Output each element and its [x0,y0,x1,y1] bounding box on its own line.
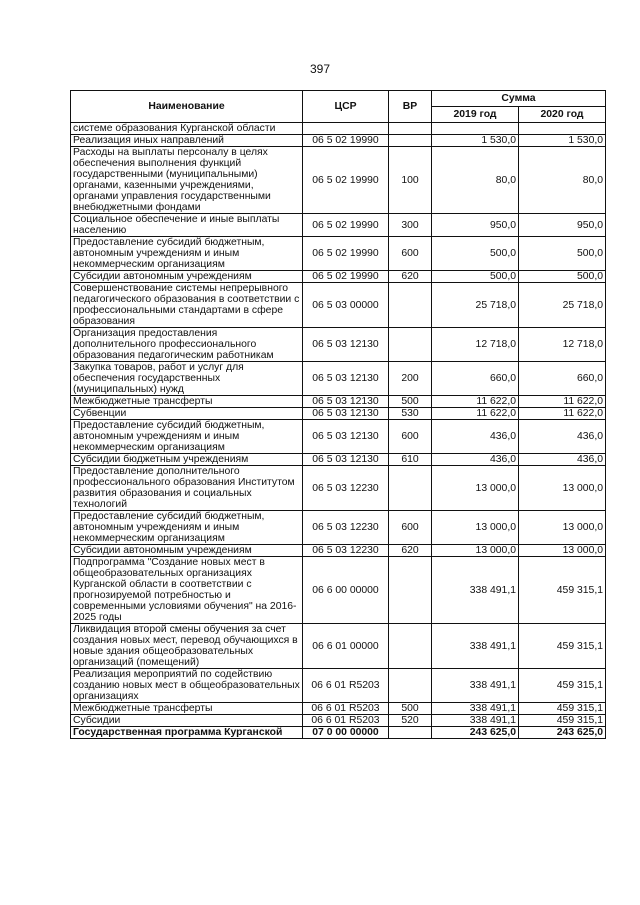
row-name: Подпрограмма "Создание новых мест в общеобразовательных организациях Курганской области в соответствии с прогнозируемой потребностью и современными условиями обучения" на 2016-2025 годы [71,557,303,624]
row-name: Субсидии автономным учреждениям [71,271,303,283]
row-vr-code: 620 [389,271,432,283]
header-vr: ВР [389,91,432,123]
row-amount-2019: 338 491,1 [432,669,519,703]
row-name: Реализация мероприятий по содействию созданию новых мест в общеобразовательных организациях [71,669,303,703]
row-amount-2019: 338 491,1 [432,624,519,669]
table-body [71,123,606,739]
row-amount-2020 [519,123,606,135]
table-header [71,91,606,123]
row-csr-code: 06 6 00 00000 [303,557,389,624]
row-amount-2019: 500,0 [432,271,519,283]
row-name: Предоставление субсидий бюджетным, автономным учреждениям и иным некоммерческим организациям [71,511,303,545]
header-year-2019: 2019 год [432,107,519,123]
table-row [71,466,606,511]
row-vr-code: 500 [389,703,432,715]
row-amount-2020: 660,0 [519,362,606,396]
row-amount-2020: 13 000,0 [519,511,606,545]
table-row [71,396,606,408]
row-amount-2020: 11 622,0 [519,408,606,420]
row-csr-code: 06 5 03 00000 [303,283,389,328]
table-row [71,237,606,271]
row-vr-code [389,669,432,703]
row-amount-2020: 500,0 [519,271,606,283]
row-csr-code: 06 6 01 00000 [303,624,389,669]
table-row [71,454,606,466]
row-vr-code: 300 [389,214,432,237]
table-row [71,715,606,727]
row-amount-2020: 12 718,0 [519,328,606,362]
row-amount-2020: 13 000,0 [519,466,606,511]
row-vr-code [389,283,432,328]
row-csr-code: 06 6 01 R5203 [303,715,389,727]
row-amount-2020: 436,0 [519,420,606,454]
table-row [71,328,606,362]
table-row [71,123,606,135]
row-amount-2019: 25 718,0 [432,283,519,328]
row-amount-2020: 1 530,0 [519,135,606,147]
row-csr-code: 06 5 03 12130 [303,328,389,362]
row-amount-2020: 11 622,0 [519,396,606,408]
header-sum: Сумма [432,91,606,107]
row-name: Субсидии [71,715,303,727]
row-name: Субсидии автономным учреждениям [71,545,303,557]
table-row [71,727,606,739]
row-amount-2019: 1 530,0 [432,135,519,147]
row-vr-code: 620 [389,545,432,557]
row-name: Закупка товаров, работ и услуг для обеспечения государственных (муниципальных) нужд [71,362,303,396]
header-year-2020: 2020 год [519,107,606,123]
row-csr-code: 06 6 01 R5203 [303,703,389,715]
row-name: системе образования Курганской области [71,123,303,135]
row-amount-2020: 459 315,1 [519,557,606,624]
table-row [71,420,606,454]
table-row [71,283,606,328]
row-amount-2019: 13 000,0 [432,511,519,545]
row-vr-code: 200 [389,362,432,396]
row-amount-2019: 338 491,1 [432,703,519,715]
row-amount-2020: 459 315,1 [519,703,606,715]
row-name: Предоставление дополнительного профессионального образования Институтом развития образования и социальных технологий [71,466,303,511]
row-vr-code: 500 [389,396,432,408]
table-row [71,557,606,624]
row-amount-2019 [432,123,519,135]
row-name: Субсидии бюджетным учреждениям [71,454,303,466]
row-name: Предоставление субсидий бюджетным, автономным учреждениям и иным некоммерческим организациям [71,237,303,271]
row-vr-code: 100 [389,147,432,214]
row-amount-2019: 243 625,0 [432,727,519,739]
row-amount-2019: 12 718,0 [432,328,519,362]
row-csr-code: 06 5 03 12130 [303,454,389,466]
header-csr: ЦСР [303,91,389,123]
row-csr-code: 06 5 02 19990 [303,214,389,237]
table-row [71,703,606,715]
row-amount-2020: 80,0 [519,147,606,214]
row-vr-code: 600 [389,511,432,545]
row-vr-code: 520 [389,715,432,727]
row-name: Реализация иных направлений [71,135,303,147]
table-row [71,669,606,703]
row-vr-code [389,624,432,669]
row-csr-code: 06 5 03 12230 [303,545,389,557]
row-amount-2019: 660,0 [432,362,519,396]
row-amount-2020: 500,0 [519,237,606,271]
row-name: Расходы на выплаты персоналу в целях обеспечения выполнения функций государственными (муниципальными) органами, казенными учреждениями, органами управления государственными внебюджетными фондами [71,147,303,214]
table-row [71,135,606,147]
row-vr-code: 600 [389,237,432,271]
row-amount-2020: 25 718,0 [519,283,606,328]
row-amount-2019: 338 491,1 [432,715,519,727]
row-amount-2019: 500,0 [432,237,519,271]
row-name: Межбюджетные трансферты [71,703,303,715]
table-row [71,362,606,396]
row-vr-code [389,727,432,739]
row-csr-code: 06 5 03 12130 [303,396,389,408]
row-csr-code: 07 0 00 00000 [303,727,389,739]
table-row [71,624,606,669]
row-amount-2019: 436,0 [432,420,519,454]
row-amount-2019: 80,0 [432,147,519,214]
page-number: 397 [309,62,331,76]
row-csr-code: 06 5 03 12130 [303,408,389,420]
table-row [71,271,606,283]
row-amount-2020: 459 315,1 [519,669,606,703]
row-amount-2019: 11 622,0 [432,408,519,420]
row-csr-code: 06 5 02 19990 [303,237,389,271]
row-amount-2020: 436,0 [519,454,606,466]
row-amount-2020: 13 000,0 [519,545,606,557]
row-csr-code: 06 6 01 R5203 [303,669,389,703]
row-csr-code: 06 5 03 12130 [303,420,389,454]
row-amount-2019: 338 491,1 [432,557,519,624]
row-vr-code [389,328,432,362]
row-vr-code: 530 [389,408,432,420]
row-csr-code: 06 5 03 12230 [303,511,389,545]
row-vr-code: 610 [389,454,432,466]
row-amount-2020: 459 315,1 [519,715,606,727]
row-csr-code: 06 5 02 19990 [303,271,389,283]
row-name: Организация предоставления дополнительного профессионального образования педагогическим работникам [71,328,303,362]
row-csr-code: 06 5 02 19990 [303,135,389,147]
row-amount-2020: 950,0 [519,214,606,237]
row-name: Субвенции [71,408,303,420]
row-name: Межбюджетные трансферты [71,396,303,408]
row-amount-2019: 11 622,0 [432,396,519,408]
row-name: Ликвидация второй смены обучения за счет создания новых мест, перевод обучающихся в новые здания общеобразовательных организаций (помещений) [71,624,303,669]
budget-table [70,90,606,739]
table-row [71,147,606,214]
row-vr-code: 600 [389,420,432,454]
row-amount-2020: 243 625,0 [519,727,606,739]
row-csr-code: 06 5 03 12230 [303,466,389,511]
row-vr-code [389,123,432,135]
row-csr-code [303,123,389,135]
row-amount-2020: 459 315,1 [519,624,606,669]
header-name: Наименование [71,91,303,123]
row-amount-2019: 950,0 [432,214,519,237]
row-amount-2019: 13 000,0 [432,545,519,557]
table-row [71,545,606,557]
table-row [71,408,606,420]
row-amount-2019: 13 000,0 [432,466,519,511]
table-row [71,511,606,545]
row-amount-2019: 436,0 [432,454,519,466]
row-vr-code [389,135,432,147]
row-csr-code: 06 5 02 19990 [303,147,389,214]
row-name: Государственная программа Курганской [71,727,303,739]
row-csr-code: 06 5 03 12130 [303,362,389,396]
row-vr-code [389,466,432,511]
row-name: Совершенствование системы непрерывного педагогического образования в соответствии с профессиональными стандартами в сфере образования [71,283,303,328]
row-vr-code [389,557,432,624]
row-name: Социальное обеспечение и иные выплаты населению [71,214,303,237]
row-name: Предоставление субсидий бюджетным, автономным учреждениям и иным некоммерческим организациям [71,420,303,454]
table-row [71,214,606,237]
